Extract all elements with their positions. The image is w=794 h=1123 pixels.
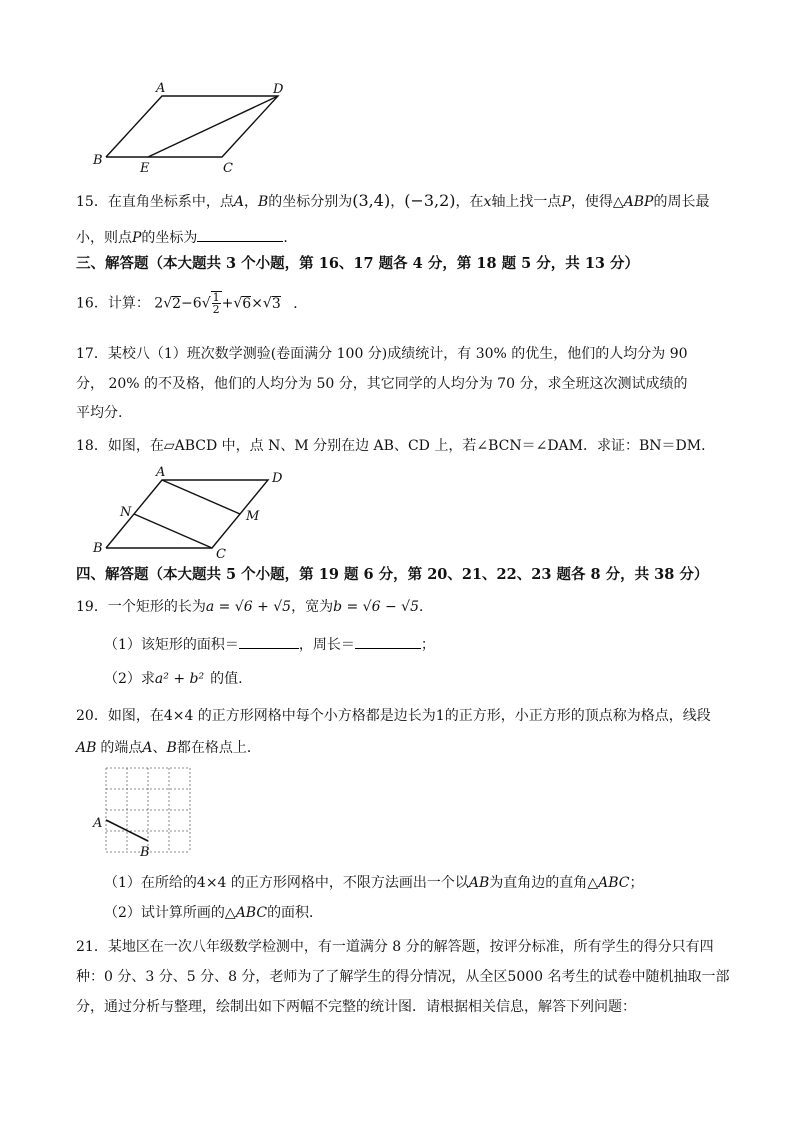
label-A: A bbox=[156, 465, 166, 480]
label-B: B bbox=[93, 541, 103, 556]
question-20-part-1: （1）在所给的4×4 的正方形网格中，不限方法画出一个以AB为直角边的直角△ABC； bbox=[104, 875, 644, 891]
question-19: 19．一个矩形的长为a = √6 + √5，宽为b = √6 − √5． bbox=[76, 599, 433, 615]
area-answer-blank[interactable] bbox=[239, 634, 299, 649]
label-B: B bbox=[140, 845, 150, 860]
question-16: 16．计算： 2√2−6√ $\frac{1}{2}$ +√6×√3 ． bbox=[76, 291, 308, 316]
segment-DE bbox=[148, 96, 278, 157]
section-3-heading: 三、解答题（本大题共 3 个小题，第 16、17 题各 4 分，第 18 题 5 分，共 13 分） bbox=[76, 255, 640, 272]
label-D: D bbox=[272, 471, 283, 486]
question-17-line-2: 分， 20% 的不及格，他们的人均分为 50 分，其它同学的人均分为 70 分，求全班这次测试成绩的 bbox=[76, 376, 688, 392]
parallelogram-figure-top bbox=[88, 76, 298, 176]
question-20-line-1: 20．如图，在4×4 的正方形网格中每个小方格都是边长为1的正方形，小正方形的顶点称为格点，线段 bbox=[76, 708, 711, 724]
question-19-part-1: （1）该矩形的面积＝ ，周长＝ ； bbox=[104, 634, 435, 655]
label-D: D bbox=[273, 82, 284, 97]
question-15-line-1: 15．在直角坐标系中，点A，B的坐标分别为(3,4)，(−3,2)，在x轴上找一点P，使得△ABP的周长最 bbox=[76, 191, 710, 210]
question-15-line-2: 小，则点P的坐标为 ． bbox=[76, 227, 297, 248]
label-C: C bbox=[223, 161, 233, 176]
question-21-line-2: 种：0 分、3 分、5 分、8 分，老师为了了解学生的得分情况，从全区5000 名考生的试卷中随机抽取一部 bbox=[76, 969, 730, 985]
parallelogram-figure-q18 bbox=[88, 460, 298, 564]
question-21-line-3: 分，通过分析与整理，绘制出如下两幅不完整的统计图．请根据相关信息，解答下列问题： bbox=[76, 999, 636, 1015]
question-19-part-2: （2）求a² + b² 的值. bbox=[104, 671, 243, 687]
grid-lines bbox=[106, 768, 190, 852]
question-20-part-2: （2）试计算所画的△ABC的面积． bbox=[104, 905, 324, 921]
question-20-line-2: AB 的端点A、B都在格点上． bbox=[76, 740, 261, 756]
question-18: 18．如图，在▱ABCD 中，点 N、M 分别在边 AB、CD 上，若∠BCN＝∠DAM．求证：BN＝DM． bbox=[76, 438, 716, 454]
label-A: A bbox=[156, 81, 166, 96]
label-B: B bbox=[93, 153, 103, 168]
label-E: E bbox=[140, 161, 150, 176]
question-21-line-1: 21．某地区在一次八年级数学检测中，有一道满分 8 分的解答题，按评分标准，所有学生的得分只有四 bbox=[76, 939, 714, 955]
segment-AM bbox=[162, 480, 240, 514]
grid-figure-q20 bbox=[88, 762, 198, 862]
label-C: C bbox=[216, 547, 226, 562]
section-4-heading: 四、解答题（本大题共 5 个小题，第 19 题 6 分，第 20、21、22、23 题各 8 分，共 38 分） bbox=[76, 566, 709, 583]
label-N: N bbox=[120, 505, 132, 520]
label-A: A bbox=[93, 816, 103, 831]
label-M: M bbox=[246, 509, 260, 524]
question-17-line-1: 17．某校八（1）班次数学测验(卷面满分 100 分)成绩统计，有 30% 的优生，他们的人均分为 90 bbox=[76, 346, 688, 362]
parallelogram-outline bbox=[106, 96, 278, 157]
question-17-line-3: 平均分. bbox=[76, 405, 123, 421]
answer-blank[interactable] bbox=[197, 227, 283, 242]
perimeter-answer-blank[interactable] bbox=[355, 634, 421, 649]
segment-NC bbox=[134, 514, 212, 548]
